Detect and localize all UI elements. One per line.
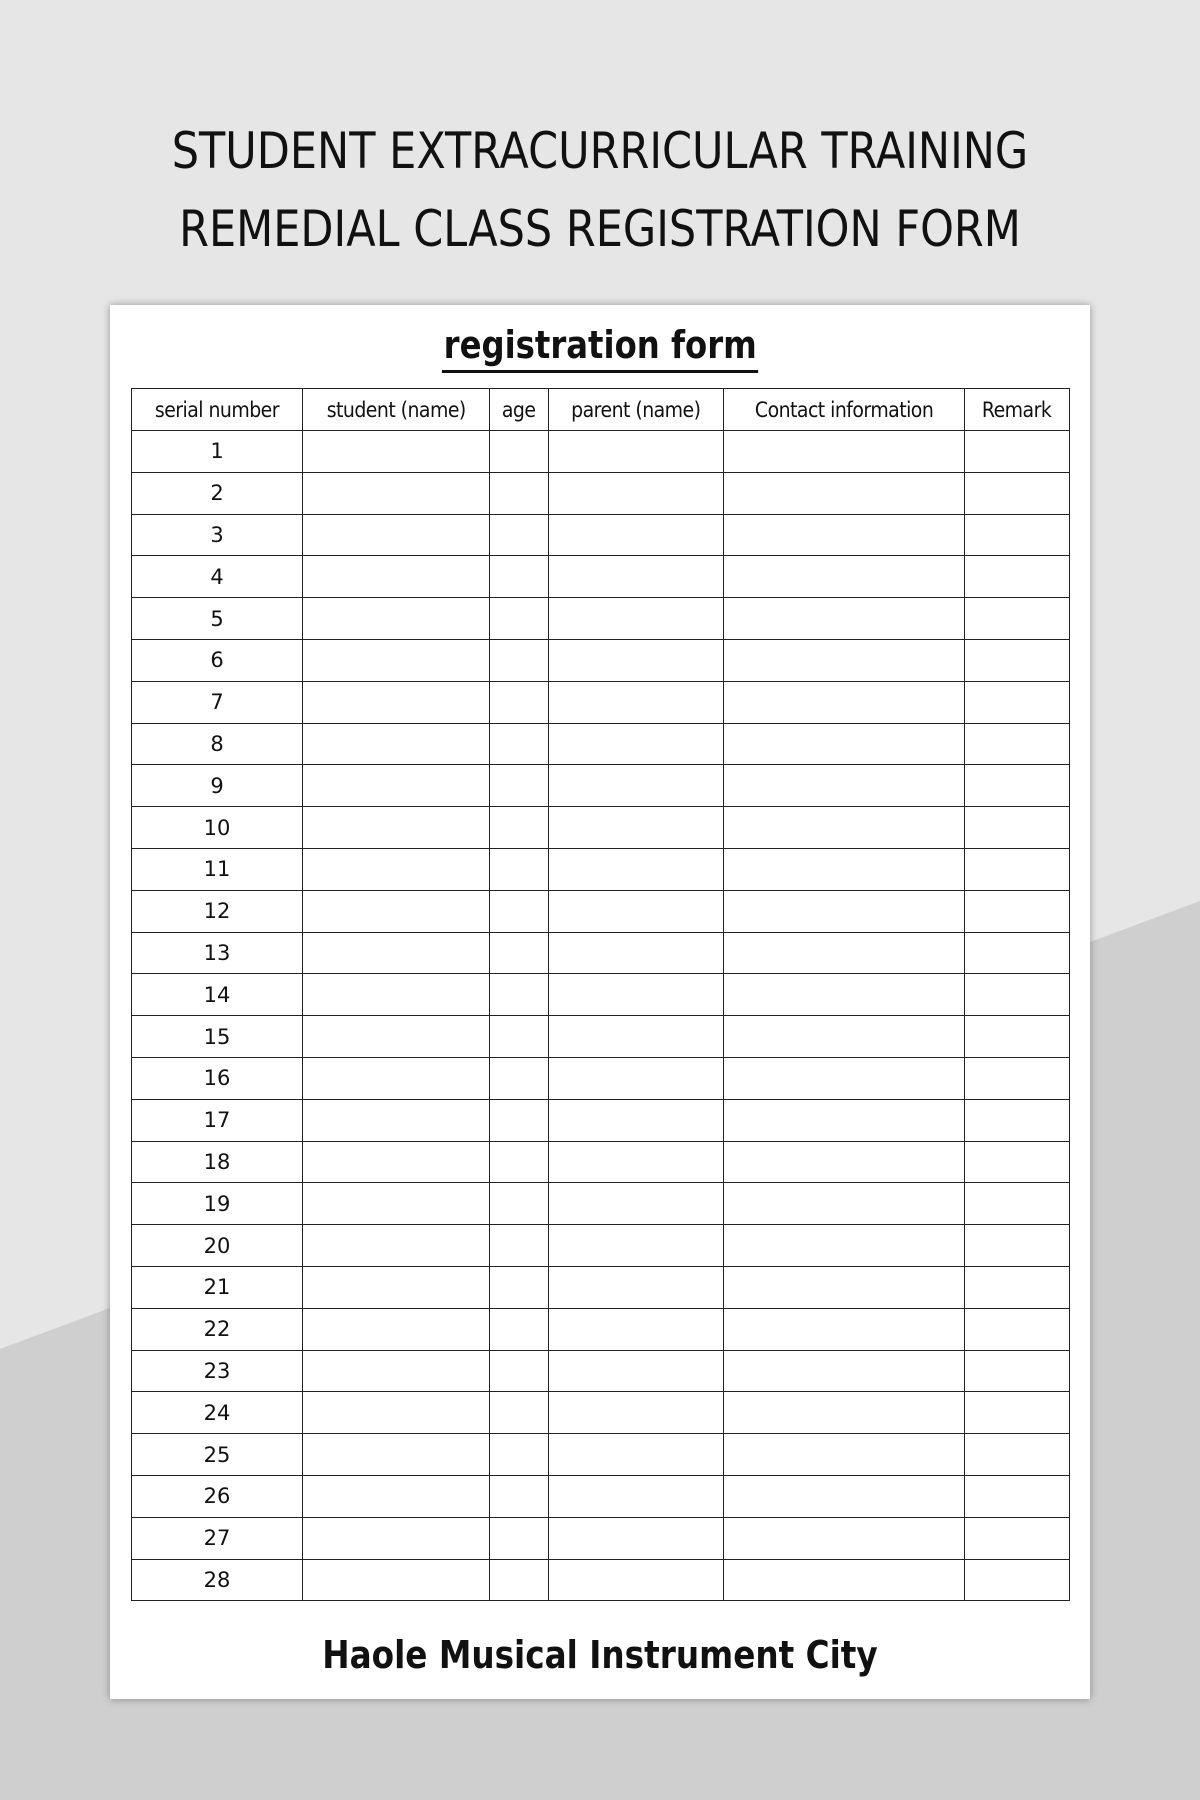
table-row: [132, 1183, 1070, 1225]
remark-cell[interactable]: [965, 1016, 1070, 1058]
table-row: [132, 848, 1070, 890]
serial-number-cell: 12: [132, 890, 303, 932]
contact-information-cell[interactable]: [724, 1057, 965, 1099]
contact-information-cell[interactable]: [724, 1434, 965, 1476]
student-name-cell[interactable]: [303, 1057, 490, 1099]
parent-name-cell[interactable]: [549, 1475, 724, 1517]
remark-cell[interactable]: [965, 1057, 1070, 1099]
table-row: [132, 598, 1070, 640]
student-name-cell[interactable]: [303, 932, 490, 974]
form-heading-wrap: [110, 320, 1090, 373]
remark-cell[interactable]: [965, 1308, 1070, 1350]
column-header-parent-name: [549, 389, 724, 431]
table-row: [132, 807, 1070, 849]
remark-cell[interactable]: [965, 890, 1070, 932]
student-name-cell[interactable]: [303, 1392, 490, 1434]
serial-number-cell: 15: [132, 1016, 303, 1058]
table-row: [132, 681, 1070, 723]
remark-cell[interactable]: [965, 1099, 1070, 1141]
column-header-label: parent (name): [571, 397, 701, 422]
serial-number-cell: 23: [132, 1350, 303, 1392]
column-header-contact-information: [724, 389, 965, 431]
age-cell[interactable]: [490, 1517, 549, 1559]
parent-name-cell[interactable]: [549, 723, 724, 765]
contact-information-cell[interactable]: [724, 974, 965, 1016]
parent-name-cell[interactable]: [549, 1559, 724, 1601]
contact-information-cell[interactable]: [724, 431, 965, 473]
remark-cell[interactable]: [965, 681, 1070, 723]
serial-number-cell: 28: [132, 1559, 303, 1601]
student-name-cell[interactable]: [303, 974, 490, 1016]
student-name-cell[interactable]: [303, 1517, 490, 1559]
parent-name-cell[interactable]: [549, 1099, 724, 1141]
contact-information-cell[interactable]: [724, 848, 965, 890]
contact-information-cell[interactable]: [724, 890, 965, 932]
serial-number-cell: 26: [132, 1475, 303, 1517]
student-name-cell[interactable]: [303, 1266, 490, 1308]
remark-cell[interactable]: [965, 1392, 1070, 1434]
age-cell[interactable]: [490, 1434, 549, 1476]
remark-cell[interactable]: [965, 723, 1070, 765]
remark-cell[interactable]: [965, 598, 1070, 640]
student-name-cell[interactable]: [303, 765, 490, 807]
serial-number-cell: 5: [132, 598, 303, 640]
parent-name-cell[interactable]: [549, 890, 724, 932]
column-header-label: Remark: [982, 397, 1052, 422]
student-name-cell[interactable]: [303, 1559, 490, 1601]
contact-information-cell[interactable]: [724, 1392, 965, 1434]
parent-name-cell[interactable]: [549, 1141, 724, 1183]
table-row: [132, 514, 1070, 556]
age-cell[interactable]: [490, 431, 549, 473]
student-name-cell[interactable]: [303, 1350, 490, 1392]
footer-wrap: [110, 1630, 1090, 1680]
student-name-cell[interactable]: [303, 848, 490, 890]
remark-cell[interactable]: [965, 1434, 1070, 1476]
parent-name-cell[interactable]: [549, 932, 724, 974]
table-row: [132, 723, 1070, 765]
age-cell[interactable]: [490, 848, 549, 890]
parent-name-cell[interactable]: [549, 765, 724, 807]
parent-name-cell[interactable]: [549, 598, 724, 640]
remark-cell[interactable]: [965, 807, 1070, 849]
parent-name-cell[interactable]: [549, 1517, 724, 1559]
parent-name-cell[interactable]: [549, 681, 724, 723]
column-header-remark: [965, 389, 1070, 431]
serial-number-cell: 4: [132, 556, 303, 598]
table-row: [132, 472, 1070, 514]
student-name-cell[interactable]: [303, 1225, 490, 1267]
table-header-row: [132, 389, 1070, 431]
serial-number-cell: 21: [132, 1266, 303, 1308]
page-title-line-2: REMEDIAL CLASS REGISTRATION FORM: [179, 200, 1021, 258]
contact-information-cell[interactable]: [724, 1308, 965, 1350]
serial-number-cell: 7: [132, 681, 303, 723]
table-row: [132, 556, 1070, 598]
contact-information-cell[interactable]: [724, 472, 965, 514]
contact-information-cell[interactable]: [724, 1475, 965, 1517]
table-row: [132, 1517, 1070, 1559]
column-header-age: [490, 389, 549, 431]
remark-cell[interactable]: [965, 472, 1070, 514]
student-name-cell[interactable]: [303, 556, 490, 598]
table-row: [132, 890, 1070, 932]
column-header-label: age: [502, 397, 536, 422]
student-name-cell[interactable]: [303, 472, 490, 514]
serial-number-cell: 9: [132, 765, 303, 807]
table-row: [132, 1266, 1070, 1308]
column-header-label: student (name): [326, 397, 466, 422]
serial-number-cell: 25: [132, 1434, 303, 1476]
remark-cell[interactable]: [965, 765, 1070, 807]
serial-number-cell: 19: [132, 1183, 303, 1225]
table-row: [132, 639, 1070, 681]
parent-name-cell[interactable]: [549, 1350, 724, 1392]
student-name-cell[interactable]: [303, 1308, 490, 1350]
serial-number-cell: 6: [132, 639, 303, 681]
parent-name-cell[interactable]: [549, 431, 724, 473]
parent-name-cell[interactable]: [549, 1183, 724, 1225]
contact-information-cell[interactable]: [724, 1141, 965, 1183]
age-cell[interactable]: [490, 1392, 549, 1434]
serial-number-cell: 17: [132, 1099, 303, 1141]
form-sheet: [110, 305, 1090, 1699]
age-cell[interactable]: [490, 932, 549, 974]
age-cell[interactable]: [490, 974, 549, 1016]
parent-name-cell[interactable]: [549, 1057, 724, 1099]
contact-information-cell[interactable]: [724, 1099, 965, 1141]
table-row: [132, 1016, 1070, 1058]
parent-name-cell[interactable]: [549, 1308, 724, 1350]
serial-number-cell: 1: [132, 431, 303, 473]
table-row: [132, 1475, 1070, 1517]
parent-name-cell[interactable]: [549, 514, 724, 556]
age-cell[interactable]: [490, 890, 549, 932]
remark-cell[interactable]: [965, 556, 1070, 598]
contact-information-cell[interactable]: [724, 1016, 965, 1058]
serial-number-cell: 8: [132, 723, 303, 765]
serial-number-cell: 3: [132, 514, 303, 556]
remark-cell[interactable]: [965, 431, 1070, 473]
student-name-cell[interactable]: [303, 1099, 490, 1141]
parent-name-cell[interactable]: [549, 1434, 724, 1476]
page-title: [84, 112, 1116, 268]
student-name-cell[interactable]: [303, 1475, 490, 1517]
footer-organization-name: Haole Musical Instrument City: [322, 1633, 878, 1677]
remark-cell[interactable]: [965, 1517, 1070, 1559]
contact-information-cell[interactable]: [724, 723, 965, 765]
age-cell[interactable]: [490, 556, 549, 598]
contact-information-cell[interactable]: [724, 1517, 965, 1559]
student-name-cell[interactable]: [303, 1183, 490, 1225]
table-row: [132, 932, 1070, 974]
parent-name-cell[interactable]: [549, 556, 724, 598]
age-cell[interactable]: [490, 639, 549, 681]
remark-cell[interactable]: [965, 848, 1070, 890]
serial-number-cell: 14: [132, 974, 303, 1016]
age-cell[interactable]: [490, 598, 549, 640]
column-header-label: serial number: [154, 397, 280, 422]
table-row: [132, 1392, 1070, 1434]
student-name-cell[interactable]: [303, 1434, 490, 1476]
contact-information-cell[interactable]: [724, 514, 965, 556]
age-cell[interactable]: [490, 1559, 549, 1601]
age-cell[interactable]: [490, 514, 549, 556]
serial-number-cell: 13: [132, 932, 303, 974]
student-name-cell[interactable]: [303, 1141, 490, 1183]
table-row: [132, 1099, 1070, 1141]
age-cell[interactable]: [490, 1057, 549, 1099]
parent-name-cell[interactable]: [549, 807, 724, 849]
remark-cell[interactable]: [965, 1183, 1070, 1225]
age-cell[interactable]: [490, 723, 549, 765]
age-cell[interactable]: [490, 807, 549, 849]
parent-name-cell[interactable]: [549, 1266, 724, 1308]
student-name-cell[interactable]: [303, 1016, 490, 1058]
serial-number-cell: 11: [132, 848, 303, 890]
table-row: [132, 1350, 1070, 1392]
serial-number-cell: 2: [132, 472, 303, 514]
contact-information-cell[interactable]: [724, 556, 965, 598]
age-cell[interactable]: [490, 1183, 549, 1225]
table-row: [132, 1308, 1070, 1350]
parent-name-cell[interactable]: [549, 1016, 724, 1058]
column-header-label: Contact information: [754, 397, 934, 422]
parent-name-cell[interactable]: [549, 974, 724, 1016]
student-name-cell[interactable]: [303, 514, 490, 556]
parent-name-cell[interactable]: [549, 472, 724, 514]
contact-information-cell[interactable]: [724, 639, 965, 681]
student-name-cell[interactable]: [303, 681, 490, 723]
table-body: [132, 431, 1070, 1601]
parent-name-cell[interactable]: [549, 1392, 724, 1434]
serial-number-cell: 20: [132, 1225, 303, 1267]
remark-cell[interactable]: [965, 1141, 1070, 1183]
age-cell[interactable]: [490, 1141, 549, 1183]
serial-number-cell: 24: [132, 1392, 303, 1434]
remark-cell[interactable]: [965, 932, 1070, 974]
student-name-cell[interactable]: [303, 723, 490, 765]
contact-information-cell[interactable]: [724, 932, 965, 974]
serial-number-cell: 18: [132, 1141, 303, 1183]
contact-information-cell[interactable]: [724, 765, 965, 807]
contact-information-cell[interactable]: [724, 681, 965, 723]
parent-name-cell[interactable]: [549, 639, 724, 681]
remark-cell[interactable]: [965, 1266, 1070, 1308]
column-header-student-name: [303, 389, 490, 431]
age-cell[interactable]: [490, 1099, 549, 1141]
age-cell[interactable]: [490, 1308, 549, 1350]
table-row: [132, 1225, 1070, 1267]
table-row: [132, 974, 1070, 1016]
table-row: [132, 431, 1070, 473]
serial-number-cell: 10: [132, 807, 303, 849]
parent-name-cell[interactable]: [549, 1225, 724, 1267]
table-row: [132, 1057, 1070, 1099]
student-name-cell[interactable]: [303, 598, 490, 640]
column-header-serial-number: [132, 389, 303, 431]
registration-table: [131, 388, 1070, 1601]
remark-cell[interactable]: [965, 974, 1070, 1016]
student-name-cell[interactable]: [303, 890, 490, 932]
remark-cell[interactable]: [965, 1350, 1070, 1392]
student-name-cell[interactable]: [303, 639, 490, 681]
age-cell[interactable]: [490, 1475, 549, 1517]
table-row: [132, 765, 1070, 807]
age-cell[interactable]: [490, 1350, 549, 1392]
contact-information-cell[interactable]: [724, 598, 965, 640]
student-name-cell[interactable]: [303, 807, 490, 849]
form-heading: registration form: [442, 320, 759, 373]
remark-cell[interactable]: [965, 1225, 1070, 1267]
contact-information-cell[interactable]: [724, 1266, 965, 1308]
serial-number-cell: 27: [132, 1517, 303, 1559]
contact-information-cell[interactable]: [724, 1350, 965, 1392]
remark-cell[interactable]: [965, 639, 1070, 681]
age-cell[interactable]: [490, 1016, 549, 1058]
parent-name-cell[interactable]: [549, 848, 724, 890]
age-cell[interactable]: [490, 1266, 549, 1308]
table-row: [132, 1434, 1070, 1476]
serial-number-cell: 22: [132, 1308, 303, 1350]
contact-information-cell[interactable]: [724, 1225, 965, 1267]
serial-number-cell: 16: [132, 1057, 303, 1099]
contact-information-cell[interactable]: [724, 1559, 965, 1601]
age-cell[interactable]: [490, 681, 549, 723]
age-cell[interactable]: [490, 1225, 549, 1267]
table-row: [132, 1141, 1070, 1183]
age-cell[interactable]: [490, 472, 549, 514]
remark-cell[interactable]: [965, 1475, 1070, 1517]
contact-information-cell[interactable]: [724, 807, 965, 849]
page-title-line-1: STUDENT EXTRACURRICULAR TRAINING: [171, 122, 1029, 180]
remark-cell[interactable]: [965, 514, 1070, 556]
contact-information-cell[interactable]: [724, 1183, 965, 1225]
remark-cell[interactable]: [965, 1559, 1070, 1601]
age-cell[interactable]: [490, 765, 549, 807]
table-row: [132, 1559, 1070, 1601]
student-name-cell[interactable]: [303, 431, 490, 473]
